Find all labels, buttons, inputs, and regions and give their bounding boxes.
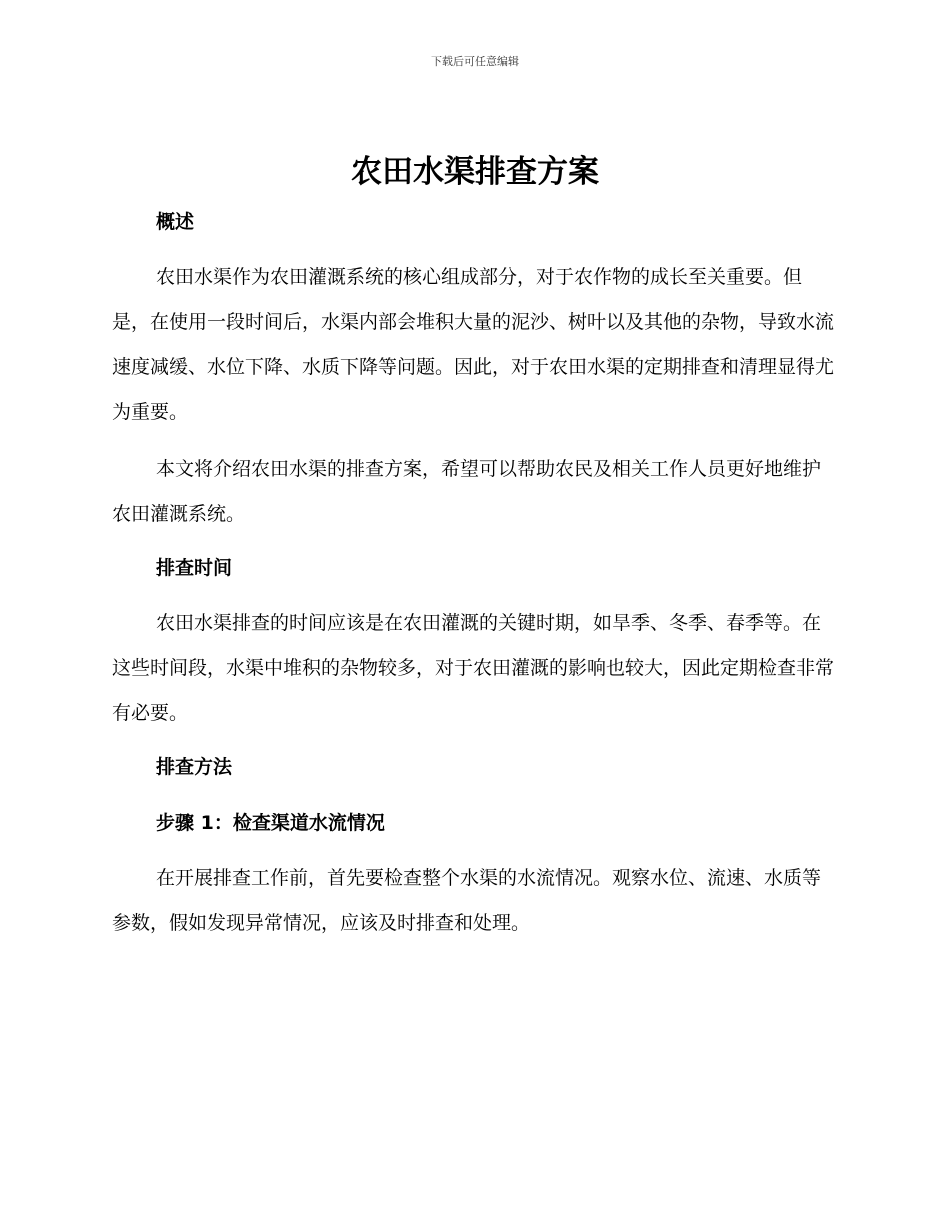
time-paragraph-1: 农田水渠排查的时间应该是在农田灌溉的关键时期，如旱季、冬季、春季等。在这些时间段，水渠中堆积的杂物较多，对于农田灌溉的影响也较大，因此定期检查非常有必要。 <box>112 612 835 724</box>
document-body <box>112 205 834 946</box>
document-title: 农田水渠排查方案 <box>351 154 599 190</box>
overview-paragraph-2: 本文将介绍农田水渠的排查方案，希望可以帮助农民及相关工作人员更好地维护农田灌溉系统。 <box>112 458 822 525</box>
overview-paragraph-1: 农田水渠作为农田灌溉系统的核心组成部分，对于农作物的成长至关重要。但是，在使用一段时间后，水渠内部会堆积大量的泥沙、树叶以及其他的杂物，导致水流速度减缓、水位下降、水质下降等问题。因此，对于农田水渠的定期排查和清理显得尤为重要。 <box>112 266 835 423</box>
section-heading-overview: 概述 <box>156 211 195 233</box>
step-heading-1: 步骤 1：检查渠道水流情况 <box>156 812 385 834</box>
page-header-note: 下载后可任意编辑 <box>431 55 519 68</box>
step1-paragraph-1: 在开展排查工作前，首先要检查整个水渠的水流情况。观察水位、流速、水质等参数，假如发现异常情况，应该及时排查和处理。 <box>112 867 822 934</box>
section-heading-time: 排查时间 <box>156 557 233 579</box>
section-heading-method: 排查方法 <box>156 756 233 778</box>
